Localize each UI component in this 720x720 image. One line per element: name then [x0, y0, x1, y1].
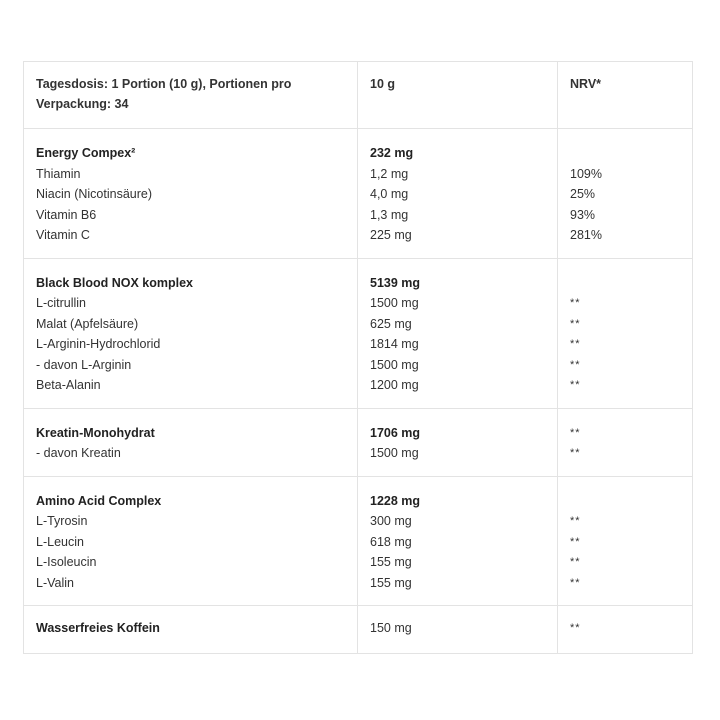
section-title: Amino Acid Complex	[36, 493, 162, 508]
ingredient-nrv-cell	[558, 129, 693, 259]
ingredient-name: L-Isoleucin	[36, 555, 97, 569]
ingredient-name: L-Arginin-Hydrochlorid	[36, 337, 161, 351]
section-nrv	[570, 273, 680, 294]
section-amount: 1228 mg	[370, 493, 421, 508]
ingredient-name: Beta-Alanin	[36, 378, 101, 392]
ingredient-name-cell	[24, 408, 358, 476]
ingredient-nrv-cell	[558, 606, 693, 654]
ingredient-name: Vitamin B6	[36, 207, 97, 222]
ingredient-amount: 1,3 mg	[370, 207, 409, 222]
ingredient-amount: 155 mg	[370, 575, 412, 590]
section-black-blood-nox	[24, 258, 693, 408]
ingredient-nrv: **	[570, 358, 581, 371]
section-amount: 150 mg	[370, 621, 412, 635]
ingredient-name: Vitamin C	[36, 228, 90, 242]
ingredient-name: - davon Kreatin	[36, 446, 121, 460]
ingredient-nrv: 93%	[570, 207, 596, 222]
section-amino-acid-complex	[24, 476, 693, 606]
ingredient-amount-cell	[358, 606, 558, 654]
section-energy-complex	[24, 129, 693, 259]
ingredient-name-cell	[24, 129, 358, 259]
table-header-row	[24, 62, 693, 129]
section-koffein	[24, 606, 693, 654]
ingredient-amount: 155 mg	[370, 555, 412, 569]
ingredient-nrv: **	[570, 317, 581, 330]
section-title: Energy Compex²	[36, 146, 136, 160]
ingredient-nrv: **	[570, 297, 581, 309]
ingredient-name-cell	[24, 476, 358, 606]
header-amount-cell	[358, 62, 558, 129]
nutrition-facts-table	[23, 61, 693, 654]
ingredient-name: Thiamin	[36, 166, 81, 181]
ingredient-amount: 1500 mg	[370, 446, 419, 460]
ingredient-nrv: **	[570, 576, 581, 589]
ingredient-name-cell	[24, 606, 358, 654]
ingredient-amount: 1500 mg	[370, 296, 419, 310]
ingredient-name-cell	[24, 258, 358, 408]
ingredient-amount: 618 mg	[370, 534, 412, 549]
ingredient-nrv-cell	[558, 258, 693, 408]
section-nrv	[570, 491, 680, 512]
ingredient-nrv: **	[570, 338, 581, 350]
ingredient-amount: 1500 mg	[370, 357, 419, 372]
header-nrv-cell	[558, 62, 693, 129]
ingredient-nrv: **	[570, 515, 581, 527]
ingredient-name: Niacin (Nicotinsäure)	[36, 187, 153, 201]
ingredient-amount: 225 mg	[370, 228, 412, 242]
section-title: Black Blood NOX komplex	[36, 275, 193, 290]
ingredient-amount-cell	[358, 129, 558, 259]
section-amount: 1706 mg	[370, 425, 421, 440]
ingredient-name: L-Valin	[36, 575, 74, 590]
ingredient-name: - davon L-Arginin	[36, 357, 132, 372]
serving-amount-label: 10 g	[370, 77, 396, 91]
header-dose-cell	[24, 62, 358, 129]
ingredient-nrv: 25%	[570, 187, 596, 201]
ingredient-amount: 4,0 mg	[370, 187, 409, 201]
ingredient-name: L-Leucin	[36, 534, 84, 549]
ingredient-amount: 1814 mg	[370, 337, 419, 351]
ingredient-nrv: **	[570, 447, 581, 459]
ingredient-amount: 1200 mg	[370, 378, 419, 392]
section-nrv: **	[570, 426, 581, 439]
ingredient-nrv: **	[570, 556, 581, 568]
section-kreatin	[24, 408, 693, 476]
ingredient-amount: 1,2 mg	[370, 166, 409, 181]
nrv-label: NRV*	[570, 77, 602, 91]
section-title: Kreatin-Monohydrat	[36, 425, 155, 440]
section-amount: 232 mg	[370, 146, 414, 160]
ingredient-name: L-citrullin	[36, 296, 87, 310]
daily-dose-label: Tagesdosis: 1 Portion (10 g), Portionen pro Verpackung: 34	[36, 77, 292, 111]
ingredient-amount-cell	[358, 408, 558, 476]
ingredient-nrv-cell	[558, 408, 693, 476]
ingredient-amount: 300 mg	[370, 514, 412, 528]
ingredient-name: Malat (Apfelsäure)	[36, 316, 139, 331]
section-nrv: **	[570, 622, 581, 634]
ingredient-amount-cell	[358, 476, 558, 606]
section-amount: 5139 mg	[370, 275, 421, 290]
ingredient-nrv: **	[570, 379, 581, 391]
ingredient-amount: 625 mg	[370, 316, 412, 331]
ingredient-nrv: 281%	[570, 228, 602, 242]
ingredient-name: L-Tyrosin	[36, 514, 88, 528]
section-title: Wasserfreies Koffein	[36, 621, 160, 635]
section-nrv	[570, 143, 680, 164]
ingredient-nrv: 109%	[570, 166, 602, 181]
ingredient-amount-cell	[358, 258, 558, 408]
ingredient-nrv-cell	[558, 476, 693, 606]
ingredient-nrv: **	[570, 535, 581, 548]
